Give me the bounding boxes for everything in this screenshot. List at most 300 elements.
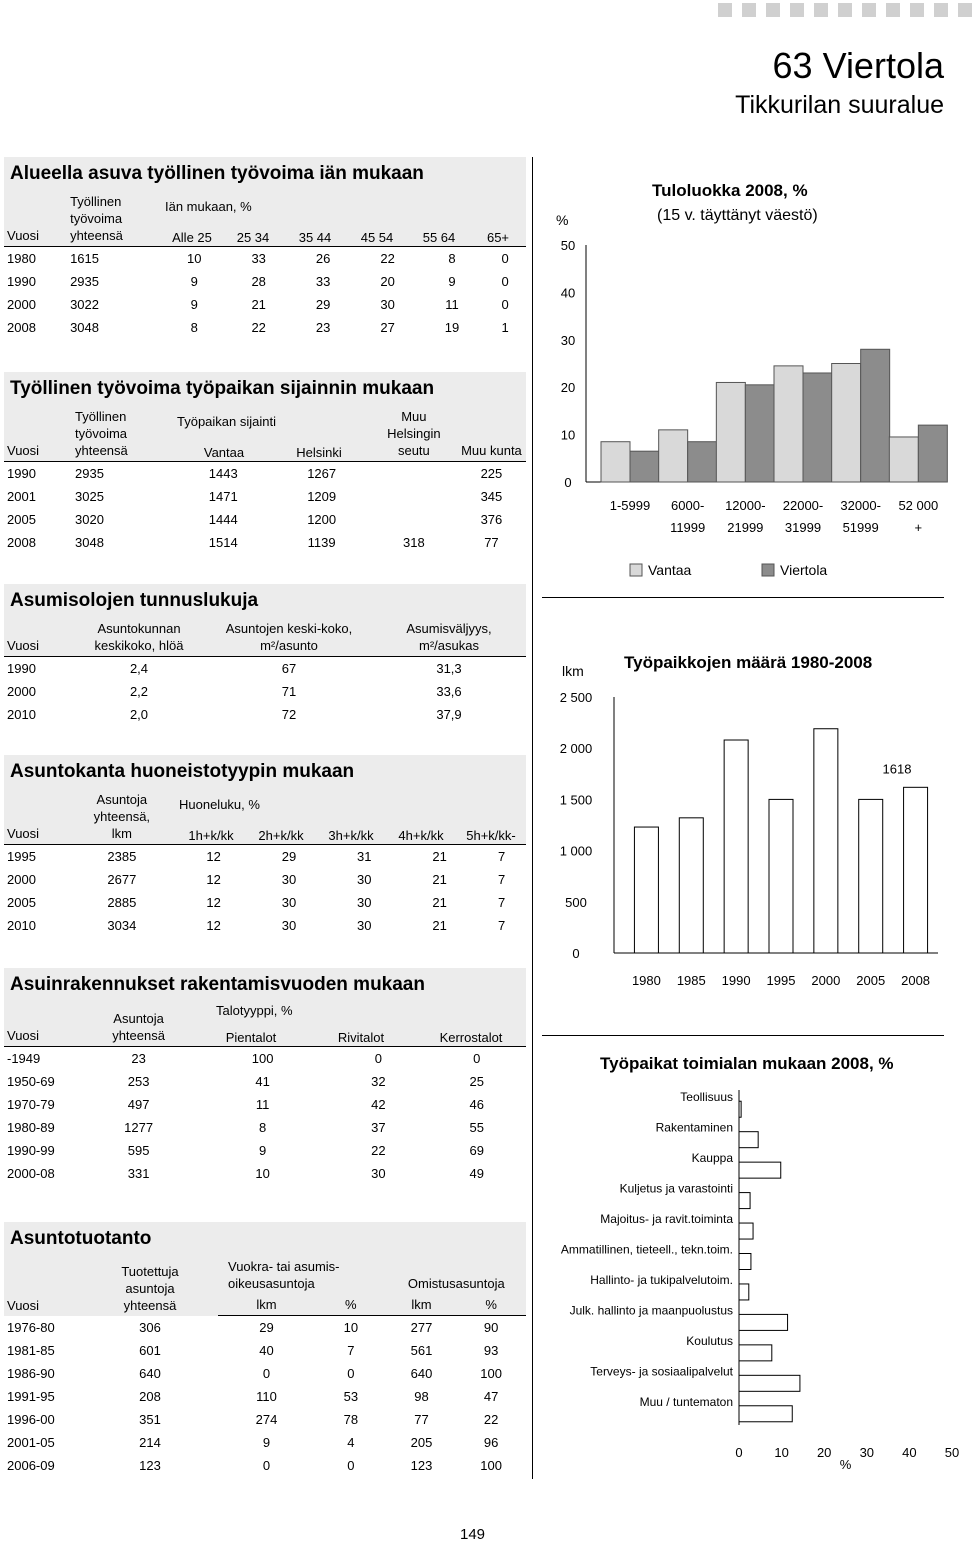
table-cell: 1980-89 xyxy=(7,1120,55,1135)
table-cell: 1615 xyxy=(70,251,99,266)
x-tick-label: 1-5999 xyxy=(609,498,651,513)
bar-1995 xyxy=(769,799,793,953)
table-cell: 640 xyxy=(139,1366,161,1381)
category-label: Rakentaminen xyxy=(655,1120,733,1135)
table-cell: 100 xyxy=(251,1051,274,1066)
table-cell: 497 xyxy=(127,1097,150,1112)
table-workplace-body xyxy=(4,462,526,555)
table-row xyxy=(4,1093,526,1116)
x-tick-label: 1985 xyxy=(676,973,706,988)
table-cell: 37 xyxy=(371,1120,386,1135)
table-row xyxy=(4,680,526,703)
table-cell: 93 xyxy=(483,1343,499,1358)
legend-swatch xyxy=(630,564,642,576)
y-tick-label: 30 xyxy=(560,332,576,348)
table-cell: 1995 xyxy=(7,849,36,864)
bar-viertola-5 xyxy=(918,425,947,482)
table-cell: 69 xyxy=(469,1143,485,1158)
x-tick-label: 20 xyxy=(816,1445,832,1460)
table-cell: 8 xyxy=(190,320,198,335)
bar-vantaa-2 xyxy=(716,382,745,482)
table-cell: 601 xyxy=(139,1343,161,1358)
table-row xyxy=(4,1162,526,1185)
table-row xyxy=(4,914,526,937)
table-cell: 0 xyxy=(262,1458,271,1473)
col-total: Työllinen työvoima yhteensä xyxy=(67,191,162,247)
table-cell: 11 xyxy=(255,1097,270,1112)
table-cell: 22 xyxy=(251,320,266,335)
table-cell: 3048 xyxy=(70,320,99,335)
bar-vantaa-4 xyxy=(832,364,861,483)
bar-viertola-0 xyxy=(630,451,659,482)
y-tick-label: 20 xyxy=(560,380,576,396)
table-cell: 1950-69 xyxy=(7,1074,55,1089)
table-cell: 12 xyxy=(206,849,221,864)
table-cell: 22 xyxy=(371,1143,386,1158)
chart-income-svg xyxy=(542,170,944,590)
table-dwelling: Vuosi Asuntoja yhteensä, lkm Huoneluku, % 1h+k/kk 2h+k/kk 3h+k/kk 4h+k/kk 5h+k/kk- 1995 2385 12 29 31 21 7 2000 2677 12 30 30 21 7 2005 2885 12 30 30 21 7 2010 3034 12 30 30 21 7 xyxy=(4,789,526,937)
table-cell: 1471 xyxy=(208,489,238,504)
table-dwelling-section xyxy=(4,755,526,937)
header-decoration xyxy=(718,3,972,17)
table-row xyxy=(4,1431,526,1454)
table-row xyxy=(4,270,526,293)
table-cell: 10 xyxy=(255,1166,270,1181)
x-tick-label: 22000- xyxy=(782,498,824,513)
table-cell: 7 xyxy=(498,849,506,864)
table-cell: 22 xyxy=(380,251,395,266)
x-tick-label: 0 xyxy=(735,1445,743,1460)
bar-industry-2 xyxy=(739,1162,781,1178)
table-row xyxy=(4,293,526,316)
table-cell: 29 xyxy=(259,1320,274,1335)
table-row xyxy=(4,845,526,869)
chart-divider-1 xyxy=(542,597,944,598)
table-row xyxy=(4,485,526,508)
table-cell: 21 xyxy=(432,849,447,864)
table-cell: 1200 xyxy=(307,512,337,527)
table-cell: 1209 xyxy=(307,489,337,504)
bar-1980 xyxy=(634,827,658,953)
table-cell: 1 xyxy=(501,320,509,335)
category-label: Muu / tuntematon xyxy=(639,1394,733,1409)
bar-industry-5 xyxy=(739,1254,751,1270)
table-cell: 7 xyxy=(498,872,506,887)
table-cell: 2008 xyxy=(7,535,36,550)
x-axis-label: % xyxy=(839,1457,852,1472)
legend-label: Vantaa xyxy=(648,562,692,578)
table-cell: 4 xyxy=(347,1435,355,1450)
bar-2005 xyxy=(859,799,883,953)
table-cell: 19 xyxy=(444,320,460,335)
chart-jobs-title: Työpaikkojen määrä 1980-2008 xyxy=(624,653,873,672)
x-tick-label: + xyxy=(914,520,923,535)
chart-jobs-industry xyxy=(542,1045,960,1475)
table-cell: 100 xyxy=(480,1366,502,1381)
table-cell: 318 xyxy=(403,535,425,550)
column-divider xyxy=(532,157,533,1479)
table-cell: 110 xyxy=(256,1389,277,1404)
table-row xyxy=(4,1339,526,1362)
table-workplace-section xyxy=(4,372,526,554)
bar-1990 xyxy=(724,740,748,953)
table-cell: 21 xyxy=(432,918,447,933)
table-cell: 1990 xyxy=(7,661,36,676)
page-subtitle: Tikkurilan suuralue xyxy=(735,91,944,119)
table-cell: 23 xyxy=(315,320,331,335)
bar-viertola-1 xyxy=(688,442,717,482)
table-cell: 561 xyxy=(410,1343,433,1358)
table-cell: 26 xyxy=(315,251,331,266)
table-cell: 1990-99 xyxy=(7,1143,55,1158)
table-cell: 1267 xyxy=(307,466,337,481)
table-cell: 0 xyxy=(347,1458,355,1473)
table-cell: 30 xyxy=(281,872,297,887)
table-row xyxy=(4,462,526,486)
table-cell: 30 xyxy=(380,297,395,312)
table-age-section xyxy=(4,157,526,339)
table-cell: 71 xyxy=(281,684,297,699)
y-tick-label: 0 xyxy=(572,946,580,961)
table-row xyxy=(4,1070,526,1093)
table-cell: 2,4 xyxy=(129,661,149,676)
col-group: Iän mukaan, % Alle 25 25 34 35 44 45 54 55 64 65+ xyxy=(162,191,526,247)
page-number: 149 xyxy=(460,1526,486,1543)
table-dwelling-body xyxy=(4,845,526,938)
page-title: 63 Viertola xyxy=(772,45,944,86)
chart-jobs-ylabel: lkm xyxy=(562,663,584,679)
table-cell: 21 xyxy=(251,297,266,312)
table-cell: 1991-95 xyxy=(7,1389,55,1404)
table-production-title: Asuntotuotanto xyxy=(4,1222,526,1256)
table-cell: 53 xyxy=(343,1389,359,1404)
table-cell: 2001-05 xyxy=(7,1435,55,1450)
table-cell: 29 xyxy=(315,297,331,312)
chart-industry-svg xyxy=(542,1045,960,1475)
x-tick-label: 6000- xyxy=(671,498,705,513)
table-cell: 331 xyxy=(127,1166,150,1181)
table-cell: 40 xyxy=(259,1343,274,1358)
table-cell: 208 xyxy=(139,1389,161,1404)
table-cell: 2010 xyxy=(7,707,36,722)
table-row xyxy=(4,1454,526,1477)
table-cell: 10 xyxy=(343,1320,359,1335)
table-cell: 27 xyxy=(380,320,395,335)
table-cell: 0 xyxy=(501,251,509,266)
y-tick-label: 0 xyxy=(564,475,572,490)
table-cell: 90 xyxy=(483,1320,499,1335)
table-cell: 1514 xyxy=(208,535,238,550)
table-cell: 31,3 xyxy=(436,661,462,676)
table-cell: 9 xyxy=(448,274,456,289)
table-row xyxy=(4,1362,526,1385)
category-label: Ammatillinen, tieteell., tekn.toim. xyxy=(560,1242,733,1257)
table-cell: 7 xyxy=(347,1343,355,1358)
chart-jobs-svg xyxy=(542,640,944,1000)
x-tick-label: 21999 xyxy=(727,520,764,535)
table-production: Vuosi Tuotettuja asuntoja yhteensä Vuokra- tai asumis- oikeusasuntoja Omistusasuntoja lkm % lkm % 1976-80 306 29 10 277 90 1981-85 601 40 7 561 93 1986-90 640 0 0 640 100 1991-95 208 110 53 98 47 1996-00 351 274 78 77 22 2001-05 214 9 4 205 96 2006-09 123 0 0 123 100 xyxy=(4,1256,526,1477)
table-cell: 23 xyxy=(131,1051,146,1066)
table-cell: 47 xyxy=(483,1389,499,1404)
legend-label: Viertola xyxy=(780,562,828,578)
table-cell: 49 xyxy=(469,1166,485,1181)
table-cell: 55 xyxy=(469,1120,485,1135)
bar-vantaa-0 xyxy=(601,442,630,482)
table-cell: 9 xyxy=(258,1143,267,1158)
table-cell: 2001 xyxy=(7,489,36,504)
table-cell: 3025 xyxy=(75,489,104,504)
table-production-section xyxy=(4,1222,526,1477)
table-housing-body xyxy=(4,657,526,727)
table-cell: 1986-90 xyxy=(7,1366,55,1381)
table-cell: 9 xyxy=(262,1435,271,1450)
category-label: Teollisuus xyxy=(680,1090,733,1105)
table-cell: 2935 xyxy=(75,466,104,481)
table-cell: 0 xyxy=(374,1051,382,1066)
table-cell: 0 xyxy=(473,1051,481,1066)
table-cell: 253 xyxy=(127,1074,150,1089)
table-row xyxy=(4,703,526,726)
table-cell: 8 xyxy=(448,251,456,266)
table-housing: Vuosi Asuntokunnan keskikoko, hlöä Asuntojen keski-koko, m²/asunto Asumisväljyys, m²/asukas 1990 2,4 67 31,3 2000 2,2 71 33,6 2010 2,0 72 37,9 xyxy=(4,618,526,726)
bar-industry-3 xyxy=(739,1193,750,1209)
table-cell: 2000 xyxy=(7,684,36,699)
table-cell: 11 xyxy=(445,297,459,312)
x-tick-label: 52 000 xyxy=(898,498,939,513)
table-cell: 22 xyxy=(483,1412,499,1427)
y-tick-label: 50 xyxy=(560,238,576,253)
y-tick-label: 40 xyxy=(560,285,576,301)
table-row xyxy=(4,316,526,339)
table-cell: 1970-79 xyxy=(7,1097,55,1112)
bar-2008 xyxy=(904,787,928,953)
table-cell: 77 xyxy=(414,1412,429,1427)
table-dwelling-title: Asuntokanta huoneistotyypin mukaan xyxy=(4,755,526,789)
table-cell: 205 xyxy=(410,1435,433,1450)
table-age-body xyxy=(4,247,526,340)
table-cell: 3020 xyxy=(75,512,104,527)
bar-industry-8 xyxy=(739,1345,772,1361)
x-tick-label: 11999 xyxy=(670,520,706,535)
table-cell: 0 xyxy=(262,1366,271,1381)
y-tick-label: 2 500 xyxy=(559,690,593,705)
table-cell: 277 xyxy=(410,1320,433,1335)
table-cell: 1980 xyxy=(7,251,36,266)
x-tick-label: 51999 xyxy=(842,520,879,535)
x-tick-label: 30 xyxy=(859,1445,875,1460)
table-cell: 1996-00 xyxy=(7,1412,55,1427)
table-cell: 37,9 xyxy=(436,707,462,722)
table-buildings-body xyxy=(4,1047,526,1186)
bar-industry-9 xyxy=(739,1375,800,1391)
bar-2000 xyxy=(814,729,838,953)
table-cell: 1976-80 xyxy=(7,1319,55,1335)
table-cell: 225 xyxy=(480,466,503,481)
category-label: Kuljetus ja varastointi xyxy=(619,1181,733,1196)
x-tick-label: 32000- xyxy=(840,498,881,513)
bar-1985 xyxy=(679,818,703,953)
table-cell: 3048 xyxy=(75,535,104,550)
table-cell: 25 xyxy=(469,1074,485,1089)
table-cell: 2000-08 xyxy=(7,1166,55,1181)
bar-vantaa-5 xyxy=(889,437,918,482)
table-cell: 32 xyxy=(371,1074,386,1089)
category-label: Julk. hallinto ja maanpuolustus xyxy=(569,1303,733,1318)
table-cell: 33 xyxy=(315,274,331,289)
x-tick-label: 10 xyxy=(774,1445,789,1460)
table-row xyxy=(4,1139,526,1162)
category-label: Terveys- ja sosiaalipalvelut xyxy=(590,1364,733,1379)
x-tick-label: 1990 xyxy=(721,973,751,988)
table-cell: 67 xyxy=(281,661,297,676)
table-cell: 98 xyxy=(414,1389,429,1404)
table-cell: 1277 xyxy=(124,1120,154,1135)
table-cell: 10 xyxy=(186,251,202,266)
table-cell: 3034 xyxy=(107,918,137,933)
table-cell: 2,0 xyxy=(129,707,149,722)
bar-vantaa-3 xyxy=(774,366,803,482)
chart-income-title: Tuloluokka 2008, % xyxy=(652,181,808,200)
table-cell: 12 xyxy=(206,895,221,910)
x-tick-label: 50 xyxy=(944,1445,960,1460)
table-cell: 376 xyxy=(480,512,503,527)
table-cell: 2000 xyxy=(7,872,36,887)
table-cell: 2008 xyxy=(7,320,36,335)
table-row xyxy=(4,891,526,914)
table-cell: 1981-85 xyxy=(7,1343,55,1358)
table-cell: 30 xyxy=(281,895,297,910)
table-cell: 12 xyxy=(206,918,221,933)
table-housing-section xyxy=(4,584,526,726)
category-label: Hallinto- ja tukipalvelutoim. xyxy=(590,1272,733,1287)
table-cell: 2935 xyxy=(70,274,99,289)
table-cell: 28 xyxy=(251,274,266,289)
table-buildings-title: Asuinrakennukset rakentamisvuoden mukaan xyxy=(4,968,526,1002)
legend-swatch xyxy=(762,564,774,576)
table-cell: 0 xyxy=(501,274,509,289)
table-buildings-section xyxy=(4,968,526,1185)
table-cell: 123 xyxy=(410,1458,433,1473)
bar-industry-4 xyxy=(739,1223,753,1239)
table-cell: 1443 xyxy=(208,466,238,481)
x-tick-label: 1995 xyxy=(766,973,796,988)
chart-industry-title: Työpaikat toimialan mukaan 2008, % xyxy=(600,1054,894,1073)
table-cell: 21 xyxy=(432,872,447,887)
table-age-title: Alueella asuva työllinen työvoima iän mukaan xyxy=(4,157,526,191)
category-label: Koulutus xyxy=(686,1333,733,1348)
bar-industry-6 xyxy=(739,1284,749,1300)
table-cell: 78 xyxy=(343,1412,359,1427)
bar-viertola-2 xyxy=(745,385,774,482)
table-row xyxy=(4,508,526,531)
table-cell: 345 xyxy=(480,489,503,504)
table-cell: 8 xyxy=(258,1120,267,1135)
table-cell: 7 xyxy=(498,895,506,910)
table-cell: 123 xyxy=(139,1458,161,1473)
table-cell: 9 xyxy=(190,297,198,312)
table-cell: 1444 xyxy=(208,512,238,527)
chart-income-classes xyxy=(542,170,944,590)
x-tick-label: 40 xyxy=(902,1445,917,1460)
x-tick-label: 1980 xyxy=(631,973,661,988)
table-cell: 214 xyxy=(139,1435,161,1450)
category-label: Kauppa xyxy=(691,1151,733,1166)
table-cell: 2677 xyxy=(107,872,137,887)
table-cell: 2006-09 xyxy=(7,1458,55,1473)
table-cell xyxy=(371,485,457,508)
table-row xyxy=(4,247,526,271)
table-cell: 2885 xyxy=(107,895,137,910)
table-cell: -1949 xyxy=(7,1051,41,1066)
bar-industry-7 xyxy=(739,1314,788,1330)
table-cell: 3022 xyxy=(70,297,99,312)
bar-industry-0 xyxy=(739,1101,741,1117)
table-workplace: Vuosi Työllinen työvoima yhteensä Työpaikan sijainti Vantaa Helsinki Muu Helsingin seutu Muu kunta 1990 2935 1443 1267 225 2001 3025 1471 1209 345 2005 3020 1444 1200 376 2008 3048 1514 1139 318 77 xyxy=(4,406,526,554)
table-cell: 1139 xyxy=(307,535,336,550)
table-cell: 33 xyxy=(251,251,266,266)
table-cell: 1990 xyxy=(7,274,36,289)
table-cell xyxy=(371,462,457,486)
col-vuosi: Vuosi xyxy=(4,191,67,247)
chart-income-ylabel: % xyxy=(556,212,569,228)
table-workplace-title: Työllinen työvoima työpaikan sijainnin mukaan xyxy=(4,372,526,406)
table-cell: 306 xyxy=(139,1319,161,1335)
table-cell: 1990 xyxy=(7,466,36,481)
table-cell: 9 xyxy=(190,274,198,289)
x-tick-label: 12000- xyxy=(725,498,766,513)
chart-income-subtitle: (15 v. täyttänyt väestö) xyxy=(657,207,818,224)
bar-annotation: 1618 xyxy=(882,761,912,777)
y-tick-label: 1 000 xyxy=(559,843,593,859)
table-cell: 29 xyxy=(281,849,297,864)
table-row xyxy=(4,531,526,554)
x-tick-label: 2000 xyxy=(811,973,841,988)
table-cell: 595 xyxy=(127,1143,150,1158)
chart-jobs-count xyxy=(542,640,944,1000)
table-cell: 30 xyxy=(371,1166,386,1181)
table-cell: 30 xyxy=(357,872,372,887)
table-cell: 2385 xyxy=(107,849,137,864)
table-cell: 351 xyxy=(139,1412,161,1427)
table-cell: 20 xyxy=(380,274,395,289)
table-cell: 2,2 xyxy=(129,684,149,699)
table-row xyxy=(4,1408,526,1431)
table-cell: 30 xyxy=(281,918,297,933)
table-cell: 42 xyxy=(371,1097,386,1112)
table-cell: 72 xyxy=(281,707,297,722)
table-row xyxy=(4,1047,526,1071)
table-age xyxy=(4,191,526,339)
table-cell: 640 xyxy=(410,1366,433,1381)
table-cell: 46 xyxy=(469,1097,485,1112)
bar-viertola-4 xyxy=(861,349,890,482)
table-cell: 100 xyxy=(480,1458,502,1473)
table-cell: 2000 xyxy=(7,297,36,312)
bar-industry-10 xyxy=(739,1406,792,1422)
y-tick-label: 1 500 xyxy=(559,792,593,808)
table-cell: 0 xyxy=(501,297,509,312)
table-cell: 2005 xyxy=(7,512,36,527)
table-cell: 274 xyxy=(255,1412,278,1427)
y-tick-label: 10 xyxy=(560,427,576,443)
table-cell xyxy=(371,508,457,531)
x-tick-label: 31999 xyxy=(784,520,822,535)
table-row xyxy=(4,868,526,891)
table-housing-title: Asumisolojen tunnuslukuja xyxy=(4,584,526,618)
table-buildings: Vuosi Asuntoja yhteensä Talotyyppi, % Pientalot Rivitalot Kerrostalot -1949 23 100 0 0 1950-69 253 41 32 25 1970-79 497 11 42 46 1980-89 1277 8 37 55 1990-99 595 9 22 69 2000-08 331 10 30 49 xyxy=(4,1002,526,1185)
chart-divider-2 xyxy=(542,1035,944,1036)
table-cell: 33,6 xyxy=(436,684,462,699)
